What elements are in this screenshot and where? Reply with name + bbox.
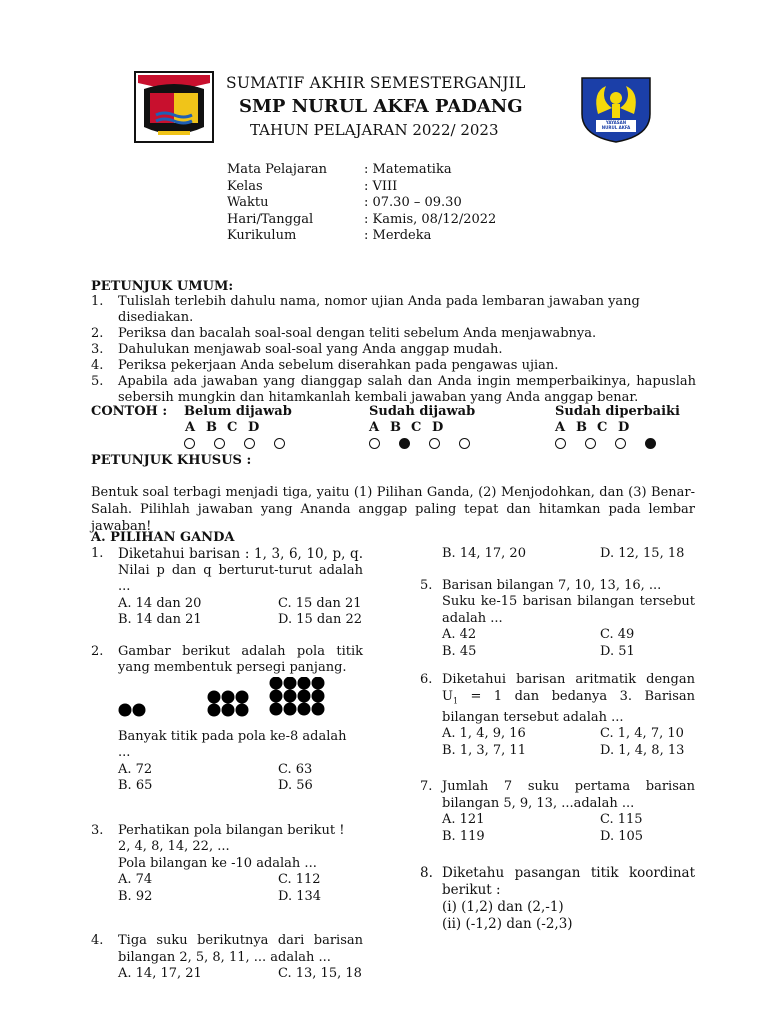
example-label: CONTOH : — [91, 404, 168, 419]
info-key: Mata Pelajaran — [227, 162, 328, 177]
example-title: Sudah dijawab — [369, 404, 476, 419]
instruction-number: 2. — [91, 326, 104, 341]
option-a: A. 14, 17, 21 — [118, 966, 202, 981]
option-c: C. 49 — [600, 627, 635, 642]
answer-options — [118, 872, 363, 905]
right-foundation-logo — [578, 74, 654, 144]
option-letter: B — [390, 420, 401, 435]
instruction-item — [91, 374, 696, 406]
info-key: Kurikulum — [227, 228, 297, 244]
option-d: D. 56 — [278, 778, 313, 793]
option-d: D. 134 — [278, 888, 322, 904]
question-text: Tiga suku berikutnya dari barisan bilangan 2, 5, 8, 11, ... adalah ... — [118, 933, 363, 965]
section-a-title: A. PILIHAN GANDA — [91, 530, 235, 545]
answer-options — [442, 726, 695, 759]
answer-bubble — [369, 438, 380, 449]
instruction-text: Periksa dan bacalah soal-soal dengan teliti sebelum Anda menjawabnya. — [118, 326, 597, 341]
info-key: Kelas — [227, 178, 263, 194]
example-answered — [369, 404, 489, 449]
school-name: SMP NURUL AKFA PADANG — [239, 96, 523, 117]
question-3 — [91, 823, 363, 906]
dot-pattern-svg — [118, 677, 338, 729]
info-value: : Merdeka — [364, 228, 432, 244]
option-letter: C — [227, 420, 238, 435]
general-instructions-title: PETUNJUK UMUM: — [91, 279, 234, 294]
question-number: 8. — [420, 865, 433, 882]
info-row — [227, 195, 496, 212]
subscript: 1 — [452, 696, 459, 706]
answer-bubble — [459, 438, 470, 449]
info-value: : 07.30 – 09.30 — [364, 195, 462, 211]
question-number: 6. — [420, 672, 433, 687]
option-letter: C — [597, 420, 608, 435]
example-title: Belum dijawab — [184, 404, 292, 419]
option-letter: A — [185, 420, 196, 435]
info-key: Hari/Tanggal — [227, 211, 314, 227]
option-letter: A — [555, 420, 566, 435]
example-title: Sudah diperbaiki — [555, 404, 680, 419]
answer-options — [118, 762, 363, 795]
dot-pattern-figure — [118, 677, 363, 729]
answer-options — [442, 812, 695, 845]
option-b: B. 119 — [442, 828, 485, 844]
instruction-item — [91, 326, 696, 342]
special-instructions-text: Bentuk soal terbagi menjadi tiga, yaitu (1) Pilihan Ganda, (2) Menjodohkan, dan (3) Benar-Salah. Pilihlah jawaban yang Ananda anggap paling tepat dan hitamkan pada lembar jawaban! — [91, 485, 695, 534]
option-c: C. 13, 15, 18 — [278, 966, 362, 981]
option-c: C. 1, 4, 7, 10 — [600, 726, 684, 742]
question-text: Jumlah 7 suku pertama barisan bilangan 5, 9, 13, ...adalah ... — [442, 779, 695, 811]
answer-bubble — [184, 438, 195, 449]
instruction-item — [91, 294, 696, 326]
academic-year: TAHUN PELAJARAN 2022/ 2023 — [250, 121, 499, 139]
question-number: 4. — [91, 933, 104, 948]
question-number: 7. — [420, 779, 433, 795]
instruction-number: 1. — [91, 294, 104, 309]
question-4-continued-options — [442, 546, 695, 563]
instruction-text: Dahulukan menjawab soal-soal yang Anda anggap mudah. — [118, 342, 503, 357]
info-row — [227, 212, 496, 229]
question-text: Gambar berikut adalah pola titik yang membentuk persegi panjang. — [118, 643, 363, 675]
example-corrected — [555, 404, 680, 449]
instruction-number: 5. — [91, 374, 104, 389]
answer-bubble-filled — [645, 438, 656, 449]
option-a: A. 72 — [118, 761, 153, 777]
question-text: Perhatikan pola bilangan berikut ! — [118, 822, 345, 838]
instruction-number: 4. — [91, 358, 104, 373]
option-c: C. 115 — [600, 812, 643, 828]
answer-bubble — [244, 438, 255, 449]
question-text: Barisan bilangan 7, 10, 13, 16, ... — [442, 577, 662, 593]
general-instructions — [91, 279, 696, 406]
answer-bubble — [585, 438, 596, 449]
answer-bubble-filled — [399, 438, 410, 449]
option-d: D. 15 dan 22 — [278, 612, 363, 627]
answer-bubble — [615, 438, 626, 449]
info-value: : VIII — [364, 178, 398, 194]
option-letter: B — [576, 420, 587, 435]
instruction-text: Tulislah terlebih dahulu nama, nomor ujian Anda pada lembaran jawaban yang disediakan. — [118, 294, 640, 325]
coordinate-pair-ii: (ii) (-1,2) dan (-2,3) — [442, 916, 573, 933]
option-d: D. 1, 4, 8, 13 — [600, 742, 685, 758]
example-unanswered — [184, 404, 304, 449]
option-letter: C — [411, 420, 422, 435]
option-c: C. 63 — [278, 761, 313, 777]
instruction-number: 3. — [91, 342, 104, 357]
question-number: 3. — [91, 822, 104, 838]
instruction-item — [91, 358, 696, 374]
answer-bubble — [274, 438, 285, 449]
instruction-text: Periksa pekerjaan Anda sebelum diserahkan pada pengawas ujian. — [118, 358, 559, 373]
coordinate-pair-i: (i) (1,2) dan (2,-1) — [442, 899, 564, 916]
option-a: A. 42 — [442, 627, 477, 642]
option-a: A. 14 dan 20 — [118, 595, 202, 611]
option-b: B. 45 — [442, 643, 477, 659]
question-number: 5. — [420, 577, 433, 593]
exam-title: SUMATIF AKHIR SEMESTERGANJIL — [226, 74, 526, 92]
questions-right-column — [420, 546, 695, 933]
question-text: Suku ke-15 barisan bilangan tersebut adalah ... — [442, 594, 695, 626]
question-1 — [91, 546, 363, 629]
question-number: 2. — [91, 643, 104, 659]
option-d: D. 51 — [600, 643, 635, 659]
question-6 — [420, 672, 695, 759]
info-row — [227, 228, 496, 245]
answer-options — [442, 627, 695, 660]
answer-options — [118, 966, 363, 983]
question-text: Banyak titik pada pola ke-8 adalah ... — [118, 728, 347, 760]
option-b: B. 65 — [118, 778, 153, 793]
question-text: Diketahu pasangan titik koordinat berikut : — [442, 865, 695, 899]
info-row — [227, 179, 496, 196]
option-d: D. 105 — [600, 828, 644, 844]
answer-bubble — [214, 438, 225, 449]
special-instructions-title: PETUNJUK KHUSUS : — [91, 453, 252, 468]
option-b: B. 92 — [118, 888, 153, 904]
option-d: D. 12, 15, 18 — [600, 546, 685, 561]
option-letter: A — [369, 420, 380, 435]
option-letter: D — [618, 420, 630, 435]
info-key: Waktu — [227, 195, 269, 211]
questions-left-column — [91, 546, 363, 983]
question-text: Nilai p dan q berturut-turut adalah ... — [118, 562, 363, 594]
answer-options — [118, 596, 363, 629]
option-letter: D — [248, 420, 260, 435]
left-school-logo — [134, 71, 214, 143]
option-a: A. 74 — [118, 872, 153, 887]
question-7 — [420, 779, 695, 845]
question-text: Pola bilangan ke -10 adalah ... — [118, 855, 317, 871]
info-value: : Kamis, 08/12/2022 — [364, 211, 497, 227]
question-text: Diketahui barisan : 1, 3, 6, 10, p, q. — [118, 546, 363, 562]
exam-info — [227, 162, 496, 245]
answer-bubble — [429, 438, 440, 449]
question-number: 1. — [91, 546, 104, 561]
question-5 — [420, 578, 695, 661]
option-letter: D — [432, 420, 444, 435]
instruction-text: Apabila ada jawaban yang dianggap salah dan Anda ingin memperbaikinya, hapuslah sebersih mungkin dan hitamkanlah kembali jawaban yang Anda anggap benar. — [118, 374, 696, 405]
question-text: 2, 4, 8, 14, 22, ... — [118, 839, 230, 854]
option-b: B. 14, 17, 20 — [442, 546, 526, 561]
info-value: : Matematika — [364, 162, 452, 177]
option-c: C. 112 — [278, 872, 321, 887]
option-b: B. 14 dan 21 — [118, 612, 202, 627]
logo-text-nurul-akfa: NURUL AKFA — [601, 125, 631, 130]
info-row — [227, 162, 496, 179]
question-4 — [91, 933, 363, 983]
answer-bubble — [555, 438, 566, 449]
question-8 — [420, 865, 695, 933]
question-2 — [91, 644, 363, 795]
answer-example — [91, 404, 711, 454]
logo-text-yayasan: YAYASAN — [605, 120, 627, 125]
question-text: Diketahui barisan aritmatik dengan U — [442, 672, 695, 704]
option-a: A. 1, 4, 9, 16 — [442, 726, 526, 742]
instruction-item — [91, 342, 696, 358]
option-a: A. 121 — [442, 812, 485, 828]
option-letter: B — [206, 420, 217, 435]
question-text: = 1 dan bedanya 3. Barisan bilangan tersebut adalah ... — [442, 688, 695, 725]
option-b: B. 1, 3, 7, 11 — [442, 742, 526, 758]
option-c: C. 15 dan 21 — [278, 595, 362, 611]
